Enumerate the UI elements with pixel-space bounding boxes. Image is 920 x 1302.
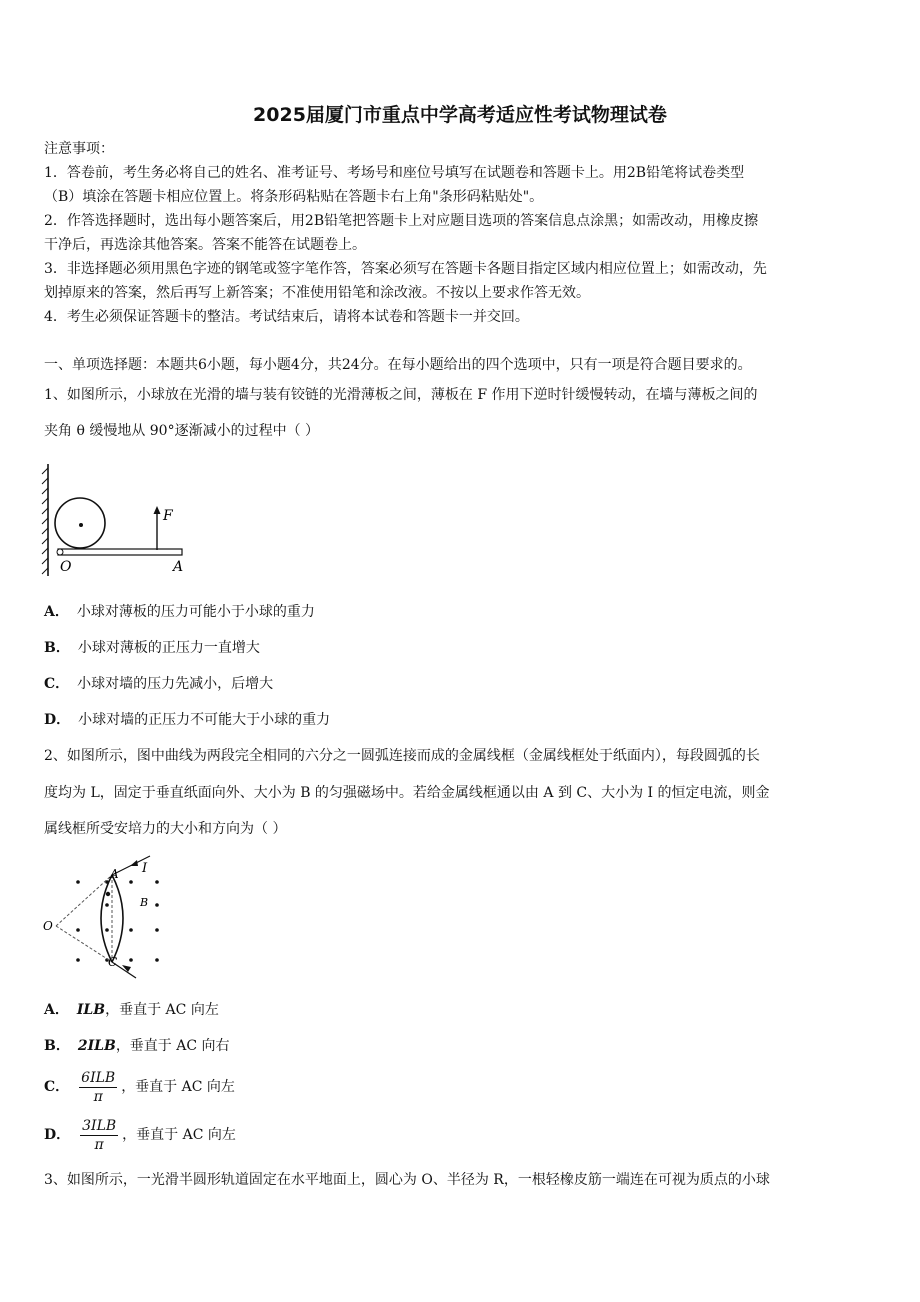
option-letter: C． [44, 1079, 70, 1095]
option-letter: A． [44, 604, 69, 620]
field-b-label: B [140, 896, 149, 909]
fraction-numerator: 3ILB [82, 1117, 117, 1134]
notice-heading: 注意事项： [44, 141, 114, 157]
center-o-label: O [43, 919, 53, 933]
option-text: 小球对墙的压力先减小，后增大 [77, 676, 274, 692]
point-a-label: A [110, 867, 119, 881]
notice-line-2: （B）填涂在答题卡相应位置上。将条形码粘贴在答题卡右上角"条形码粘贴处"。 [44, 189, 544, 205]
q1-figure [40, 458, 200, 583]
q3-stem-line-1: 3、如图所示，一光滑半圆形轨道固定在水平地面上，圆心为 O、半径为 R，一根轻橡皮筋一端连在可视为质点的小球 [44, 1172, 770, 1188]
current-i-label: I [142, 861, 148, 876]
option-text: 小球对墙的正压力不可能大于小球的重力 [78, 712, 331, 728]
notice-line-7: 4．考生必须保证答题卡的整洁。考试结束后，请将本试卷和答题卡一并交回。 [44, 309, 529, 325]
q2-stem-line-3: 属线框所受安培力的大小和方向为（ ） [44, 821, 287, 837]
option-value: ILB [76, 1002, 106, 1018]
notice-line-1: 1．答卷前，考生务必将自己的姓名、准考证号、考场号和座位号填写在试题卷和答题卡上。用2B铅笔将试卷类型 [44, 165, 745, 181]
page-title: 2025届厦门市重点中学高考适应性考试物理试卷 [253, 104, 667, 126]
notice-line-3: 2．作答选择题时，选出每小题答案后，用2B铅笔把答题卡上对应题目选项的答案信息点涂黑；如需改动，用橡皮擦 [44, 213, 759, 229]
hinge-label: O [60, 559, 72, 575]
thin-plate [58, 549, 182, 555]
option-letter: A． [44, 1002, 69, 1018]
end-label: A [173, 559, 184, 575]
ball-circle [55, 498, 105, 548]
section-heading: 一、单项选择题：本题共6小题，每小题4分，共24分。在每小题给出的四个选项中，只有一项是符合题目要求的。 [44, 357, 752, 373]
notice-line-5: 3．非选择题必须用黑色字迹的钢笔或签字笔作答，答案必须写在答题卡各题目指定区域内相应位置上；如需改动，先 [44, 261, 767, 277]
q1-option-a[interactable] [44, 602, 315, 622]
fraction-denominator: π [93, 1088, 103, 1105]
option-letter: D． [44, 712, 71, 728]
notice-line-6: 划掉原来的答案，然后再写上新答案；不准使用铅笔和涂改液。不按以上要求作答无效。 [44, 285, 590, 301]
q2-option-b[interactable] [44, 1036, 230, 1056]
fraction-numerator: 6ILB [81, 1069, 116, 1086]
option-text: ，垂直于 AC 向右 [115, 1038, 230, 1054]
option-text: 小球对薄板的压力可能小于小球的重力 [76, 604, 315, 620]
option-text: 小球对薄板的正压力一直增大 [77, 640, 260, 656]
q1-stem-line-1: 1、如图所示，小球放在光滑的墙与装有铰链的光滑薄板之间，薄板在 F 作用下逆时针缓慢转动，在墙与薄板之间的 [44, 387, 758, 403]
q2-stem-line-2: 度均为 L，固定于垂直纸面向外、大小为 B 的匀强磁场中。若给金属线框通以由 A 到 C、大小为 I 的恒定电流，则金 [44, 785, 770, 801]
q2-stem-line-1: 2、如图所示，图中曲线为两段完全相同的六分之一圆弧连接而成的金属线框（金属线框处于纸面内），每段圆弧的长 [44, 748, 760, 764]
fraction [79, 1069, 117, 1106]
option-letter: D． [44, 1127, 71, 1143]
fraction [80, 1117, 118, 1154]
q1-stem-line-2: 夹角 θ 缓慢地从 90°逐渐减小的过程中（ ） [44, 423, 320, 439]
right-arc [112, 875, 123, 962]
option-text: ，垂直于 AC 向左 [105, 1002, 219, 1018]
force-label: F [163, 508, 173, 524]
option-letter: C． [44, 676, 70, 692]
fraction-denominator: π [94, 1136, 104, 1153]
point-c-label: C [108, 955, 118, 969]
left-arc [101, 875, 112, 962]
option-letter: B． [44, 640, 70, 656]
q1-option-c[interactable] [44, 674, 273, 694]
q2-figure [40, 850, 175, 980]
q1-option-d[interactable] [44, 710, 330, 730]
q2-option-d[interactable] [44, 1116, 236, 1154]
notice-line-4: 干净后，再选涂其他答案。答案不能答在试题卷上。 [44, 237, 366, 253]
q2-option-a[interactable] [44, 1000, 219, 1020]
option-text: ，垂直于 AC 向左 [122, 1127, 236, 1143]
option-value: 2ILB [77, 1038, 116, 1054]
option-letter: B． [44, 1038, 70, 1054]
option-text: ，垂直于 AC 向左 [121, 1079, 235, 1095]
q2-option-c[interactable] [44, 1068, 235, 1106]
q1-option-b[interactable] [44, 638, 260, 658]
